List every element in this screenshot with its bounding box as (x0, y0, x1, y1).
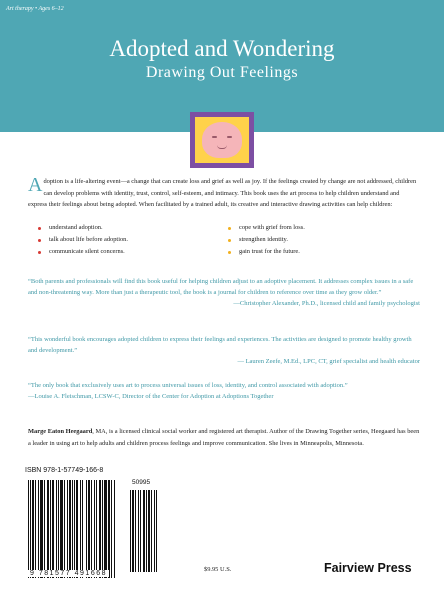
bullet-item: talk about life before adoption. (38, 234, 128, 246)
bullet-item: gain trust for the future. (228, 246, 305, 258)
book-title: Adopted and Wondering (109, 36, 335, 61)
intro-paragraph (28, 176, 420, 211)
drop-cap: A (28, 174, 43, 196)
review-quote-1 (28, 276, 420, 309)
bullet-dot-icon (38, 227, 41, 230)
barcode-icon (28, 480, 124, 578)
isbn-label: ISBN 978-1-57749-166-8 (25, 467, 104, 474)
author-bio (28, 426, 420, 449)
barcode-addon-number: 50995 (132, 479, 151, 486)
author-name: Marge Eaton Heegaard (28, 428, 93, 435)
bullet-item: communicate silent concerns. (38, 246, 128, 258)
bullet-item: strengthen identity. (228, 234, 305, 246)
child-face (202, 122, 242, 158)
right-eye (227, 136, 232, 138)
bullet-dot-icon (38, 239, 41, 242)
review-quote-2 (28, 334, 420, 367)
quote-text: “Both parents and professionals will find this book useful for helping children adjust to an adoptive placement. It addresses complex issues in a safe and non-threatening way. More than just a therapeutic tool, the book is a journal for children to reference over time as they grow older.” (28, 278, 414, 296)
category-label: Art therapy • Ages 6–12 (6, 6, 64, 12)
review-quote-3 (28, 380, 420, 402)
bullet-item: cope with grief from loss. (228, 222, 305, 234)
quote-text: “The only book that exclusively uses art to process universal issues of loss, identity, and control associated with adoption.” (28, 382, 348, 389)
barcode-digits: 9 781577 491668 (30, 570, 107, 577)
left-eye (212, 136, 217, 138)
quote-attribution: —Louise A. Fleischman, LCSW-C, Director of the Center for Adoption at Adoptions Together (28, 393, 274, 400)
bullet-list-right (228, 222, 305, 258)
barcode-block (22, 467, 170, 583)
bullet-dot-icon (228, 227, 231, 230)
bullet-dot-icon (228, 239, 231, 242)
bio-text: , MA, is a licensed clinical social worker and registered art therapist. Author of the Drawing Together series, Heegaard has been a leader in using art to help adults and children process feelings and improve communication. She lives in Minneapolis, Minnesota. (28, 428, 420, 447)
quote-attribution: — Lauren Zeefe, M.Ed., LPC, CT, grief specialist and health educator (237, 358, 420, 365)
bullet-list-left (38, 222, 128, 258)
bullet-dot-icon (228, 251, 231, 254)
quote-text: “This wonderful book encourages adopted children to express their feelings and experiences. The activities are designed to promote healthy growth and development.” (28, 336, 412, 354)
child-face-illustration (190, 112, 254, 168)
intro-text: doption is a life-altering event—a change that can create loss and grief as well as joy. If the feelings created by change are not addressed, children can develop problems with identity, trust, control, self-esteem, and intimacy. This book uses the art process to help children understand and express their feelings about being adopted. When facilitated by a trained adult, its creative and interactive drawing activities can help children: (28, 178, 417, 208)
barcode-gap (157, 490, 159, 572)
bullet-dot-icon (38, 251, 41, 254)
publisher-name: Fairview Press (324, 561, 412, 575)
book-subtitle: Drawing Out Feelings (145, 64, 299, 81)
barcode-addon-icon (130, 490, 163, 572)
quote-attribution: —Christopher Alexander, Ph.D., licensed child and family psychologist (233, 300, 420, 307)
price: $9.95 U.S. (204, 566, 232, 573)
bullet-item: understand adoption. (38, 222, 128, 234)
barcode-gap (115, 480, 116, 578)
